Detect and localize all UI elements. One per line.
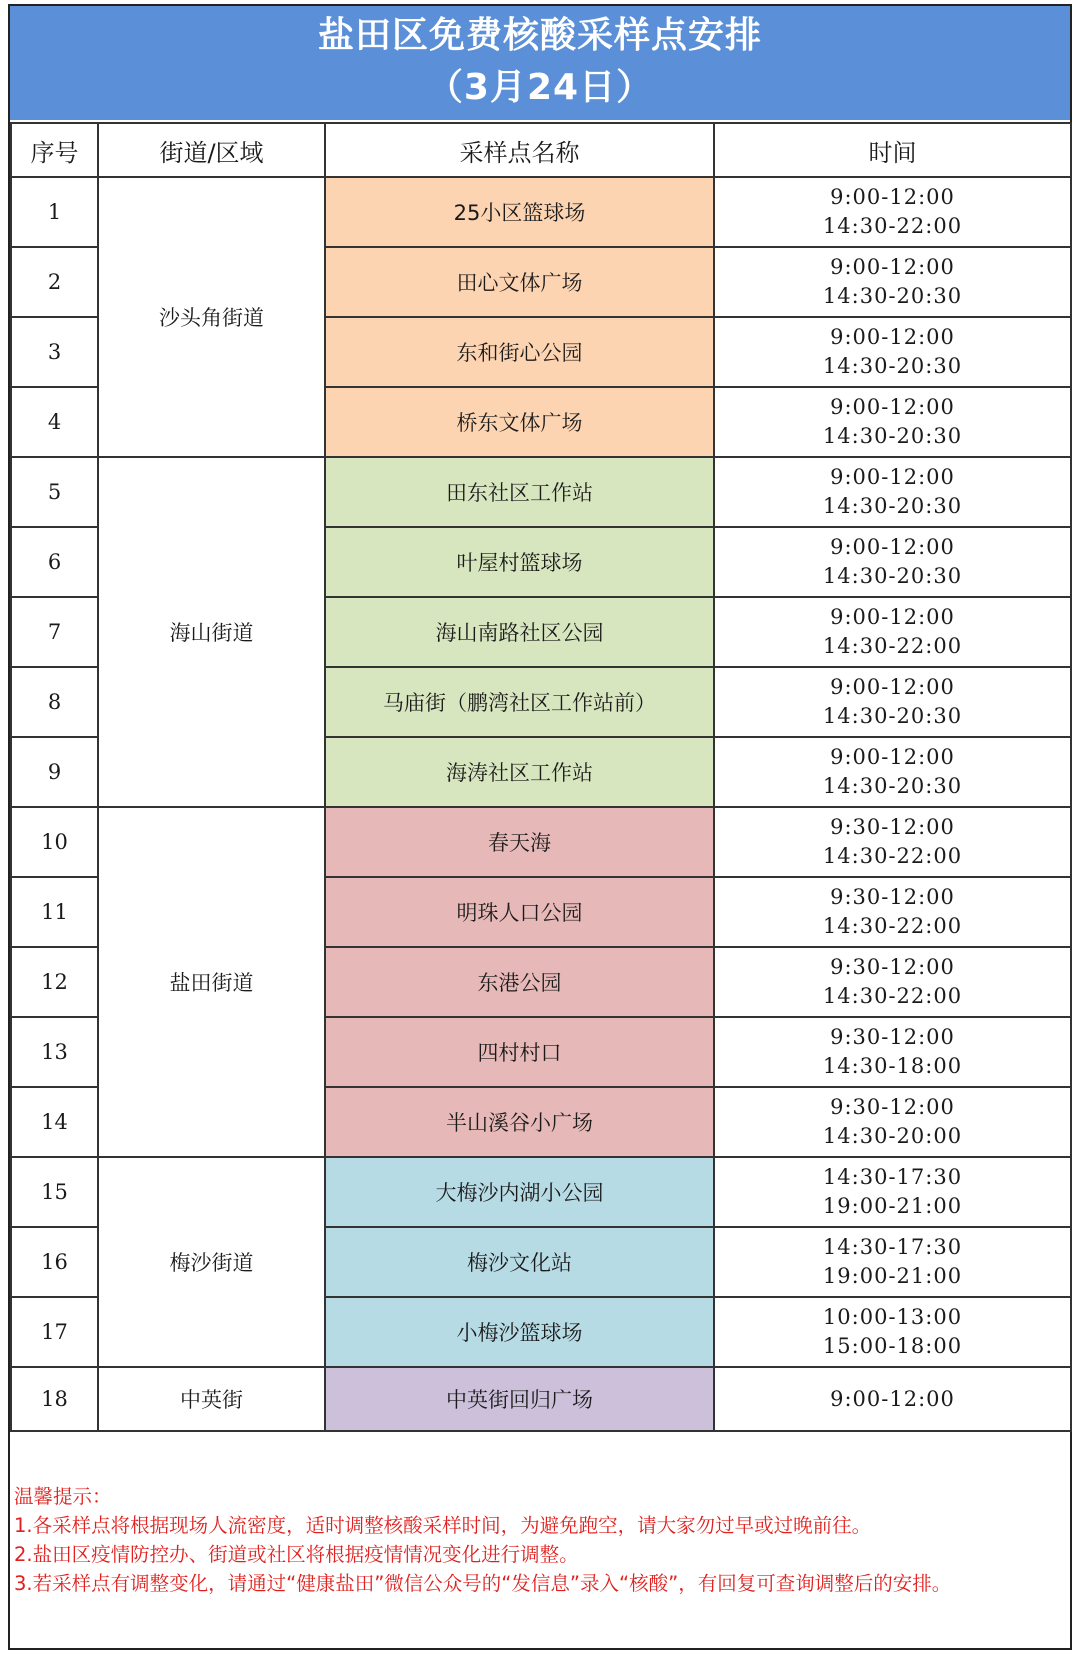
time-slot-2: 14:30-22:00 xyxy=(822,984,963,1008)
time-slot-2: 14:30-22:00 xyxy=(822,214,963,238)
time-slot-1: 9:00-12:00 xyxy=(830,605,955,629)
site-name-cell: 田东社区工作站 xyxy=(325,457,714,527)
tip-item: 2.盐田区疫情防控办、街道或社区将根据疫情情况变化进行调整。 xyxy=(14,1543,579,1566)
site-name-cell: 中英街回归广场 xyxy=(325,1367,714,1431)
time-slot-1: 9:30-12:00 xyxy=(830,885,955,909)
district-cell: 沙头角街道 xyxy=(98,177,325,457)
row-number: 7 xyxy=(11,597,98,667)
time-slot-2: 14:30-20:30 xyxy=(822,774,963,798)
row-number: 12 xyxy=(11,947,98,1017)
time-cell xyxy=(714,947,1071,1017)
time-slot-1: 10:00-13:00 xyxy=(822,1305,963,1329)
site-name-cell: 梅沙文化站 xyxy=(325,1227,714,1297)
tips-section xyxy=(14,1482,1070,1598)
time-cell xyxy=(714,527,1071,597)
time-slot-1: 9:00-12:00 xyxy=(830,1386,955,1411)
district-cell: 中英街 xyxy=(98,1367,325,1431)
time-cell xyxy=(714,457,1071,527)
time-slot-1: 9:30-12:00 xyxy=(830,1025,955,1049)
time-slot-2: 14:30-20:30 xyxy=(822,424,963,448)
row-number: 8 xyxy=(11,667,98,737)
title-line-1: 盐田区免费核酸采样点安排 xyxy=(317,15,762,56)
tips-heading: 温馨提示： xyxy=(14,1485,112,1508)
row-number: 5 xyxy=(11,457,98,527)
site-name-cell: 桥东文体广场 xyxy=(325,387,714,457)
row-number: 11 xyxy=(11,877,98,947)
time-slot-2: 14:30-20:00 xyxy=(822,1124,963,1148)
time-slot-2: 14:30-20:30 xyxy=(822,354,963,378)
table-body xyxy=(11,177,1071,1431)
row-number: 4 xyxy=(11,387,98,457)
table-row xyxy=(11,177,1071,247)
site-name-cell: 明珠人口公园 xyxy=(325,877,714,947)
time-slot-1: 14:30-17:30 xyxy=(822,1165,963,1189)
row-number: 10 xyxy=(11,807,98,877)
site-name-cell: 春天海 xyxy=(325,807,714,877)
row-number: 16 xyxy=(11,1227,98,1297)
tip-item: 1.各采样点将根据现场人流密度，适时调整核酸采样时间，为避免跑空，请大家勿过早或过晚前往。 xyxy=(14,1514,872,1537)
time-cell xyxy=(714,1297,1071,1367)
row-number: 18 xyxy=(11,1367,98,1431)
time-cell xyxy=(714,387,1071,457)
time-slot-2: 14:30-18:00 xyxy=(822,1054,963,1078)
time-cell xyxy=(714,597,1071,667)
site-name-cell: 小梅沙篮球场 xyxy=(325,1297,714,1367)
district-cell: 海山街道 xyxy=(98,457,325,807)
header-no: 序号 xyxy=(11,123,98,177)
time-slot-1: 9:30-12:00 xyxy=(830,815,955,839)
table-row xyxy=(11,807,1071,877)
time-slot-2: 14:30-20:30 xyxy=(822,704,963,728)
row-number: 2 xyxy=(11,247,98,317)
time-cell xyxy=(714,667,1071,737)
time-slot-1: 9:00-12:00 xyxy=(830,535,955,559)
title-line-2: （3月24日） xyxy=(426,67,654,108)
site-name-cell: 25小区篮球场 xyxy=(325,177,714,247)
time-cell xyxy=(714,807,1071,877)
site-name-cell: 四村村口 xyxy=(325,1017,714,1087)
time-slot-2: 19:00-21:00 xyxy=(822,1264,963,1288)
time-slot-1: 9:00-12:00 xyxy=(830,465,955,489)
site-name-cell: 东和街心公园 xyxy=(325,317,714,387)
district-cell: 梅沙街道 xyxy=(98,1157,325,1367)
time-slot-2: 14:30-22:00 xyxy=(822,844,963,868)
time-slot-1: 9:00-12:00 xyxy=(830,745,955,769)
site-name-cell: 半山溪谷小广场 xyxy=(325,1087,714,1157)
header-site: 采样点名称 xyxy=(325,123,714,177)
table-row xyxy=(11,1367,1071,1431)
site-name-cell: 马庙街（鹏湾社区工作站前） xyxy=(325,667,714,737)
time-slot-2: 14:30-20:30 xyxy=(822,494,963,518)
table-row xyxy=(11,457,1071,527)
time-cell xyxy=(714,317,1071,387)
time-slot-2: 15:00-18:00 xyxy=(822,1334,963,1358)
time-slot-1: 9:30-12:00 xyxy=(830,955,955,979)
time-slot-1: 9:30-12:00 xyxy=(830,1095,955,1119)
header-district: 街道/区域 xyxy=(98,123,325,177)
time-slot-1: 14:30-17:30 xyxy=(822,1235,963,1259)
district-cell: 盐田街道 xyxy=(98,807,325,1157)
row-number: 6 xyxy=(11,527,98,597)
time-cell xyxy=(714,1227,1071,1297)
site-name-cell: 海涛社区工作站 xyxy=(325,737,714,807)
time-cell xyxy=(714,1087,1071,1157)
time-cell xyxy=(714,1157,1071,1227)
time-slot-1: 9:00-12:00 xyxy=(830,255,955,279)
time-slot-1: 9:00-12:00 xyxy=(830,675,955,699)
time-slot-2: 14:30-22:00 xyxy=(822,914,963,938)
row-number: 14 xyxy=(11,1087,98,1157)
header-time: 时间 xyxy=(714,123,1071,177)
row-number: 13 xyxy=(11,1017,98,1087)
time-slot-2: 19:00-21:00 xyxy=(822,1194,963,1218)
time-slot-2: 14:30-20:30 xyxy=(822,284,963,308)
time-slot-1: 9:00-12:00 xyxy=(830,395,955,419)
time-cell xyxy=(714,1367,1071,1431)
row-number: 9 xyxy=(11,737,98,807)
site-name-cell: 海山南路社区公园 xyxy=(325,597,714,667)
site-name-cell: 东港公园 xyxy=(325,947,714,1017)
time-slot-1: 9:00-12:00 xyxy=(830,185,955,209)
time-slot-2: 14:30-20:30 xyxy=(822,564,963,588)
row-number: 1 xyxy=(11,177,98,247)
time-slot-1: 9:00-12:00 xyxy=(830,325,955,349)
time-cell xyxy=(714,877,1071,947)
site-name-cell: 叶屋村篮球场 xyxy=(325,527,714,597)
site-name-cell: 大梅沙内湖小公园 xyxy=(325,1157,714,1227)
table-header-row xyxy=(11,123,1071,177)
time-cell xyxy=(714,177,1071,247)
sampling-sites-table xyxy=(10,122,1072,1432)
table-row xyxy=(11,1157,1071,1227)
time-cell xyxy=(714,247,1071,317)
time-cell xyxy=(714,1017,1071,1087)
time-slot-2: 14:30-22:00 xyxy=(822,634,963,658)
row-number: 3 xyxy=(11,317,98,387)
tip-item: 3.若采样点有调整变化，请通过“健康盐田”微信公众号的“发信息”录入“核酸”，有回复可查询调整后的安排。 xyxy=(14,1572,952,1595)
time-cell xyxy=(714,737,1071,807)
row-number: 15 xyxy=(11,1157,98,1227)
row-number: 17 xyxy=(11,1297,98,1367)
page-title xyxy=(10,6,1070,120)
site-name-cell: 田心文体广场 xyxy=(325,247,714,317)
